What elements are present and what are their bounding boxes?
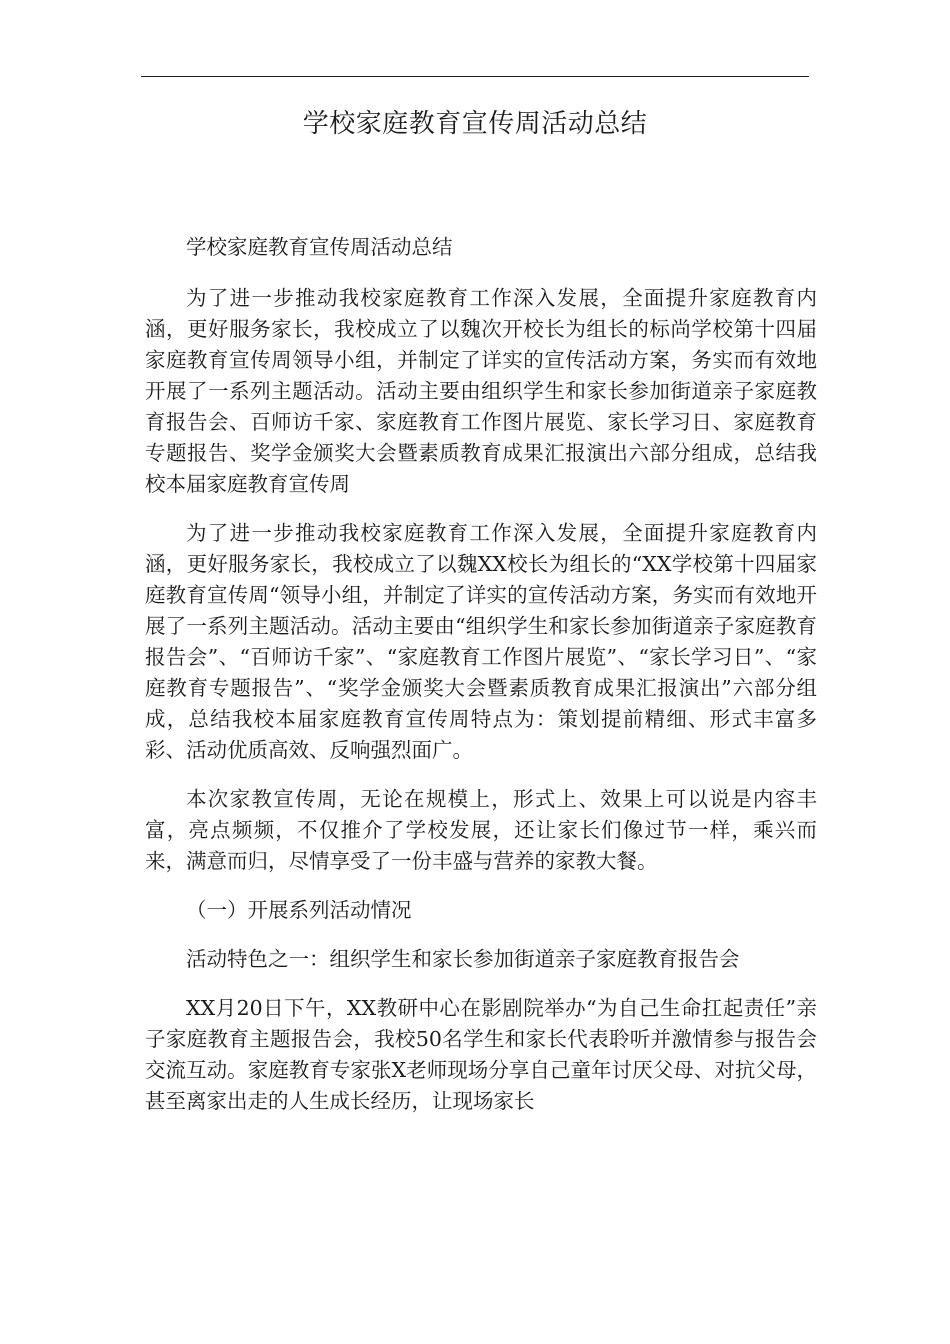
paragraph-2: 为了进一步推动我校家庭教育工作深入发展，全面提升家庭教育内涵，更好服务家长，我校成立了以魏XX校长为组长的“XX学校第十四届家庭教育宣传周“领导小组，并制定了详实的宣传活动方案，务实而有效地开展了一系列主题活动。活动主要由“组织学生和家长参加街道亲子家庭教育报告会”、“百师访千家”、“家庭教育工作图片展览”、“家长学习日”、“家庭教育专题报告”、“奖学金颁奖大会暨素质教育成果汇报演出”六部分组成，总结我校本届家庭教育宣传周特点为：策划提前精细、形式丰富多彩、活动优质高效、反响强烈面广。 bbox=[145, 521, 817, 762]
header-rule bbox=[141, 76, 809, 77]
activity-paragraph: XX月20日下午，XX教研中心在影剧院举办“为自己生命扛起责任”亲子家庭教育主题报告会，我校50名学生和家长代表聆听并激情参与报告会交流互动。家庭教育专家张X老师现场分享自己童年讨厌父母、对抗父母，甚至离家出走的人生成长经历，让现场家长 bbox=[145, 996, 817, 1113]
paragraph-1: 为了进一步推动我校家庭教育工作深入发展，全面提升家庭教育内涵，更好服务家长，我校成立了以魏次开校长为组长的标尚学校第十四届家庭教育宣传周领导小组，并制定了详实的宣传活动方案，务实而有效地开展了一系列主题活动。活动主要由组织学生和家长参加街道亲子家庭教育报告会、百师访千家、家庭教育工作图片展览、家长学习日、家庭教育专题报告、奖学金颁奖大会暨素质教育成果汇报演出六部分组成，总结我校本届家庭教育宣传周 bbox=[145, 286, 817, 496]
activity-heading: 活动特色之一：组织学生和家长参加街道亲子家庭教育报告会 bbox=[186, 947, 740, 971]
section-heading: （一）开展系列活动情况 bbox=[186, 898, 412, 922]
paragraph-3: 本次家教宣传周，无论在规模上，形式上、效果上可以说是内容丰富，亮点频频，不仅推介了学校发展，还让家长们像过节一样，乘兴而来，满意而归，尽情享受了一份丰盛与营养的家教大餐。 bbox=[145, 787, 817, 873]
document-title: 学校家庭教育宣传周活动总结 bbox=[302, 109, 648, 139]
document-body bbox=[145, 232, 817, 1135]
document-subtitle: 学校家庭教育宣传周活动总结 bbox=[186, 235, 453, 259]
